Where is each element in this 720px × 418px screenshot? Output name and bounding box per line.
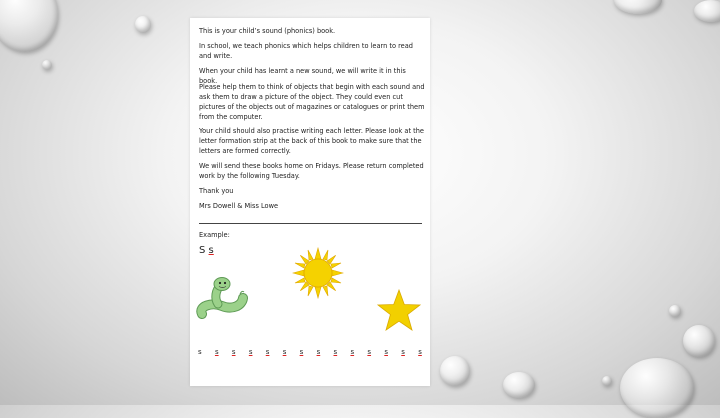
practice-letter: s bbox=[198, 348, 202, 356]
star-icon bbox=[376, 288, 422, 334]
water-drop bbox=[614, 0, 662, 14]
water-drop bbox=[440, 356, 470, 386]
water-drop bbox=[694, 0, 720, 22]
divider-line bbox=[199, 223, 422, 224]
letter-paragraph: Please help them to think of objects that begin with each sound and ask them to draw a picture of the object. They could even cut pictures of the objects out of magazines or catalogues or print them from the computer. bbox=[199, 83, 425, 121]
water-drop bbox=[135, 16, 151, 33]
practice-letter: s bbox=[367, 348, 372, 356]
practice-letter: s bbox=[401, 348, 405, 356]
practice-letter: s bbox=[384, 348, 388, 356]
letter-paragraph: When your child has learnt a new sound, we will write it in this book. bbox=[199, 67, 406, 85]
example-letters bbox=[199, 245, 214, 256]
sun-icon bbox=[292, 247, 344, 299]
snake-icon bbox=[196, 276, 250, 322]
practice-letter: s bbox=[418, 348, 422, 356]
letter-signature: Mrs Dowell & Miss Lowe bbox=[199, 202, 279, 210]
water-drop bbox=[602, 376, 612, 386]
practice-letter: s bbox=[248, 348, 253, 356]
practice-letter: s bbox=[350, 348, 355, 356]
water-drop bbox=[620, 358, 694, 418]
letter-practice-row bbox=[198, 348, 422, 356]
water-drop bbox=[683, 325, 715, 357]
document-page bbox=[190, 18, 430, 386]
practice-letter: s bbox=[265, 348, 270, 356]
water-drop bbox=[0, 0, 58, 52]
letter-paragraph: In school, we teach phonics which helps children to learn to read and write. bbox=[199, 42, 413, 60]
example-uppercase: S bbox=[199, 245, 206, 256]
letter-paragraph: This is your child’s sound (phonics) book. bbox=[199, 27, 336, 35]
water-drop bbox=[669, 305, 681, 317]
example-lowercase: s bbox=[208, 245, 214, 256]
practice-letter: s bbox=[214, 348, 219, 356]
water-drop bbox=[503, 372, 535, 398]
practice-letter: s bbox=[231, 348, 236, 356]
practice-letter: s bbox=[299, 348, 304, 356]
practice-letter: s bbox=[333, 348, 338, 356]
letter-paragraph: Your child should also practise writing each letter. Please look at the letter formation strip at the back of this book to make sure that the letters are formed correctly. bbox=[199, 127, 424, 155]
practice-letter: s bbox=[316, 348, 321, 356]
practice-letter: s bbox=[282, 348, 287, 356]
letter-paragraph: We will send these books home on Fridays. Please return completed work by the following Tuesday. bbox=[199, 162, 424, 180]
water-drop bbox=[42, 60, 52, 70]
example-label: Example: bbox=[199, 231, 230, 239]
letter-thanks: Thank you bbox=[199, 187, 234, 195]
